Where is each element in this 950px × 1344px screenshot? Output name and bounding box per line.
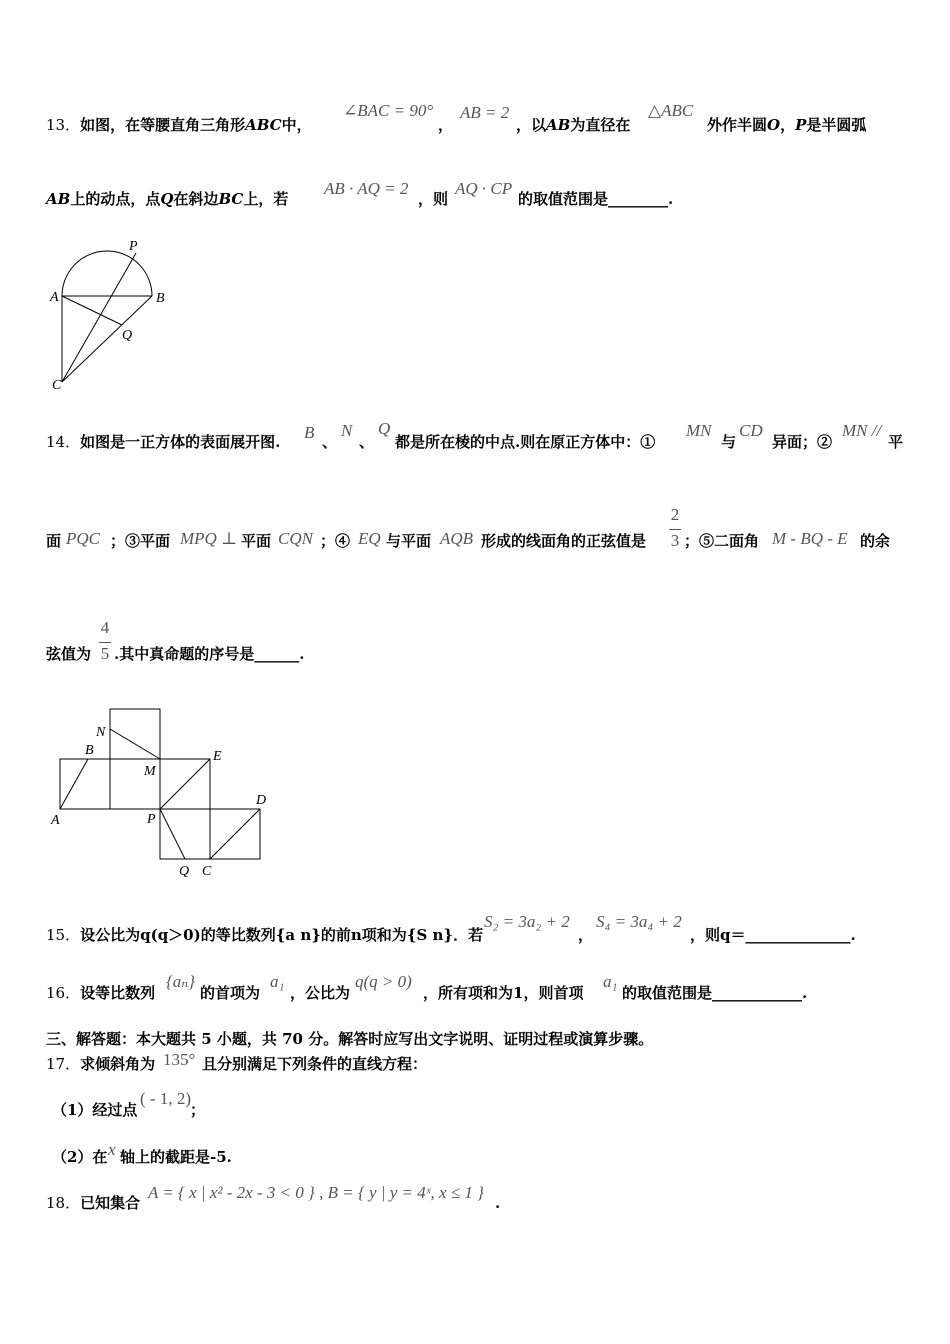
label-d: D — [256, 793, 267, 808]
q15-answer: ，则q＝______________. — [690, 926, 856, 944]
section3-heading: 三、解答题：本大题共 5 小题，共 70 分。解答时应写出文字说明、证明过程或演算步骤。 — [46, 1030, 654, 1048]
q13-number: 13． — [46, 116, 81, 134]
q18-number: 18． — [46, 1194, 81, 1212]
label-e: E — [213, 749, 222, 764]
q15-line: 15．设公比为q(q＞0)的等比数列{a n}的前n项和为{S n}．若 — [46, 926, 484, 944]
q16-number: 16． — [46, 984, 81, 1002]
q13-line1-mid: ，以AB为直径在 — [516, 116, 631, 134]
label-m: M — [144, 764, 156, 779]
q18-set-formula: A = { x | x² - 2x - 3 < 0 } , B = { y | y = 4ˣ, x ≤ 1 } — [148, 1183, 484, 1202]
segment-pe — [160, 759, 210, 809]
segment-pq — [160, 809, 185, 859]
label-b: B — [85, 743, 94, 758]
label-a: A — [51, 813, 60, 828]
label-b: B — [156, 291, 165, 306]
label-n: N — [96, 725, 106, 740]
q17-part1: （1）经过点 — [52, 1101, 138, 1119]
label-q: Q — [179, 864, 190, 879]
net-face-bottom — [160, 809, 210, 859]
q17-line: 17．求倾斜角为 — [46, 1055, 156, 1073]
q13-semicircle-figure — [40, 232, 180, 392]
label-c: C — [202, 864, 212, 879]
q13-dot-formula-2: AQ · CP — [455, 179, 513, 198]
label-a: A — [50, 290, 59, 305]
q13-line1-end: 外作半圆O，P是半圆弧 — [707, 116, 867, 134]
frac-4-5-bar — [99, 642, 111, 643]
q16-blank: ____________ — [712, 984, 803, 1002]
semicircle-arc — [62, 251, 152, 296]
q17-part2: （2）在 — [52, 1148, 108, 1166]
q14-number: 14． — [46, 433, 81, 451]
q14-line1: 14．如图是一正方体的表面展开图. — [46, 433, 281, 451]
segment-bc — [62, 296, 152, 382]
segment-aq — [62, 296, 122, 325]
frac-4-5-den: 5 — [100, 644, 110, 663]
frac-2-3-bar — [669, 529, 681, 530]
segment-nm — [110, 729, 160, 759]
segment-ab-net — [60, 759, 88, 809]
frac-4-5-num: 4 — [100, 618, 110, 637]
label-p: P — [147, 812, 156, 827]
frac-2-3-den: 3 — [670, 531, 680, 550]
q13-angle-formula: ∠BAC = 90° — [343, 101, 434, 120]
net-face-left — [60, 759, 110, 809]
q18-line: 18．已知集合 — [46, 1194, 141, 1212]
label-q: Q — [122, 328, 133, 343]
q16-line: 16．设等比数列 — [46, 984, 156, 1002]
label-c: C — [52, 378, 62, 392]
q14-cube-net-figure — [44, 700, 274, 885]
q15-blank: ______________ — [745, 926, 851, 944]
q13-triangle-formula: △ABC — [648, 101, 694, 120]
frac-2-3-num: 2 — [670, 505, 680, 524]
q13-ab-formula: AB = 2 — [460, 103, 510, 122]
q13-dot-formula-1: AB · AQ = 2 — [324, 179, 409, 198]
label-p: P — [129, 239, 138, 254]
q15-number: 15． — [46, 926, 81, 944]
q13-line2: AB上的动点，点Q在斜边BC上，若 — [46, 190, 289, 208]
q13-line1: 13．如图，在等腰直角三角形ABC中， — [46, 116, 312, 134]
q17-number: 17． — [46, 1055, 81, 1073]
segment-cp — [62, 253, 136, 382]
segment-cd — [210, 809, 260, 859]
